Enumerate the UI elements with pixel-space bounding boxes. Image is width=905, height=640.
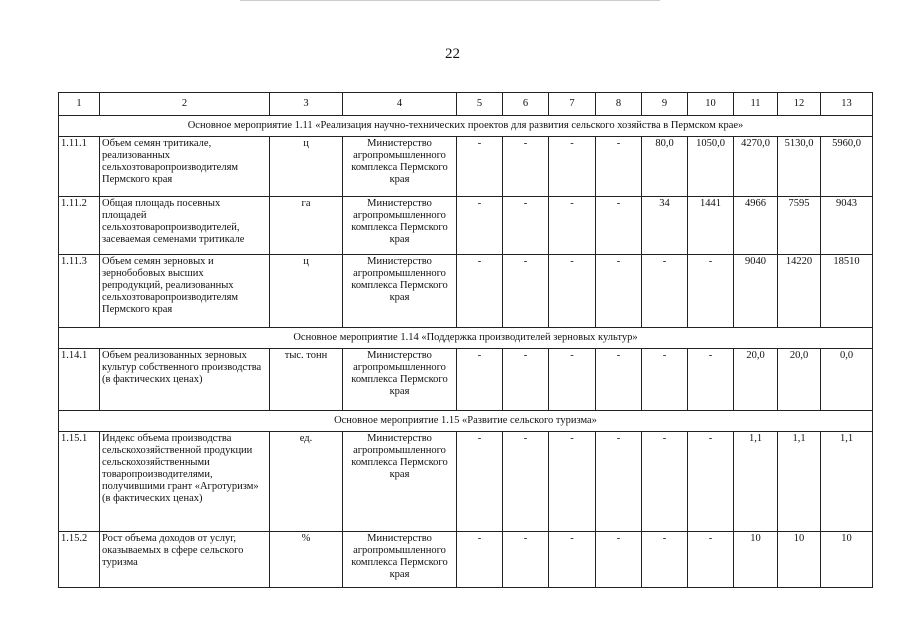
value-cell: 10 [734,532,778,588]
indicator-name-cell: Общая площадь посевных площадей сельхозтоваропроизводителей, засеваемая семенами тритикале [100,197,270,255]
value-cell: - [596,255,642,328]
value-cell: 14220 [778,255,821,328]
value-cell: - [549,255,596,328]
indicator-name-cell: Рост объема доходов от услуг, оказываемых в сфере сельского туризма [100,532,270,588]
value-cell: 1,1 [821,432,873,532]
row-number-cell: 1.15.2 [59,532,100,588]
value-cell: - [503,255,549,328]
header-cell: 1 [59,93,100,116]
value-cell: - [688,432,734,532]
value-cell: - [642,255,688,328]
value-cell: 9040 [734,255,778,328]
value-cell: - [457,255,503,328]
value-cell: - [549,137,596,197]
responsible-cell: Министерство агропромышленного комплекса Пермского края [343,432,457,532]
value-cell: - [688,349,734,411]
value-cell: 1,1 [734,432,778,532]
header-row [59,93,873,116]
table-row [59,255,873,328]
table-row [59,432,873,532]
header-cell: 4 [343,93,457,116]
responsible-cell: Министерство агропромышленного комплекса Пермского края [343,255,457,328]
value-cell: - [549,432,596,532]
section-title: Основное мероприятие 1.11 «Реализация научно-технических проектов для развития сельского хозяйства в Пермском крае» [59,116,873,137]
unit-cell: га [270,197,343,255]
header-cell: 8 [596,93,642,116]
row-number-cell: 1.11.1 [59,137,100,197]
value-cell: - [688,532,734,588]
header-cell: 9 [642,93,688,116]
header-cell: 10 [688,93,734,116]
table-row [59,349,873,411]
value-cell: - [457,349,503,411]
value-cell: - [596,432,642,532]
indicator-name-cell: Объем семян зерновых и зернобобовых высших репродукций, реализованных сельхозтоваропроизводителям Пермского края [100,255,270,328]
header-cell: 13 [821,93,873,116]
indicator-name-cell: Индекс объема производства сельскохозяйственной продукции сельскохозяйственными товаропроизводителями, получившими грант «Агротуризм» (в фактических ценах) [100,432,270,532]
row-number-cell: 1.11.2 [59,197,100,255]
value-cell: - [457,197,503,255]
value-cell: - [549,349,596,411]
row-number-cell: 1.15.1 [59,432,100,532]
value-cell: - [596,349,642,411]
header-cell: 11 [734,93,778,116]
page-number: 22 [445,46,460,62]
value-cell: 5130,0 [778,137,821,197]
value-cell: 0,0 [821,349,873,411]
section-title: Основное мероприятие 1.15 «Развитие сельского туризма» [59,411,873,432]
unit-cell: ед. [270,432,343,532]
scan-artifact-line [240,0,660,1]
responsible-cell: Министерство агропромышленного комплекса Пермского края [343,197,457,255]
section-row [59,328,873,349]
value-cell: - [688,255,734,328]
value-cell: 1050,0 [688,137,734,197]
value-cell: - [549,197,596,255]
value-cell: 18510 [821,255,873,328]
value-cell: - [503,349,549,411]
unit-cell: ц [270,137,343,197]
value-cell: - [457,432,503,532]
row-number-cell: 1.14.1 [59,349,100,411]
table-row [59,532,873,588]
responsible-cell: Министерство агропромышленного комплекса Пермского края [343,137,457,197]
value-cell: - [457,532,503,588]
indicator-name-cell: Объем реализованных зерновых культур собственного производства (в фактических ценах) [100,349,270,411]
value-cell: - [642,432,688,532]
value-cell: 1441 [688,197,734,255]
value-cell: 9043 [821,197,873,255]
section-row [59,116,873,137]
value-cell: - [503,432,549,532]
value-cell: 1,1 [778,432,821,532]
value-cell: - [503,532,549,588]
value-cell: - [596,197,642,255]
value-cell: - [642,349,688,411]
unit-cell: % [270,532,343,588]
unit-cell: тыс. тонн [270,349,343,411]
row-number-cell: 1.11.3 [59,255,100,328]
value-cell: 20,0 [778,349,821,411]
value-cell: - [596,532,642,588]
value-cell: 10 [778,532,821,588]
responsible-cell: Министерство агропромышленного комплекса Пермского края [343,532,457,588]
unit-cell: ц [270,255,343,328]
section-row [59,411,873,432]
value-cell: 20,0 [734,349,778,411]
value-cell: 5960,0 [821,137,873,197]
header-cell: 6 [503,93,549,116]
responsible-cell: Министерство агропромышленного комплекса Пермского края [343,349,457,411]
header-cell: 2 [100,93,270,116]
value-cell: - [596,137,642,197]
indicator-name-cell: Объем семян тритикале, реализованных сельхозтоваропроизводителям Пермского края [100,137,270,197]
value-cell: 34 [642,197,688,255]
header-cell: 12 [778,93,821,116]
value-cell: 7595 [778,197,821,255]
value-cell: - [503,197,549,255]
value-cell: - [503,137,549,197]
value-cell: - [642,532,688,588]
value-cell: - [549,532,596,588]
indicators-table [58,92,873,588]
value-cell: 80,0 [642,137,688,197]
header-cell: 3 [270,93,343,116]
header-cell: 5 [457,93,503,116]
table-row [59,197,873,255]
section-title: Основное мероприятие 1.14 «Поддержка производителей зерновых культур» [59,328,873,349]
value-cell: 10 [821,532,873,588]
value-cell: 4966 [734,197,778,255]
value-cell: - [457,137,503,197]
table-row [59,137,873,197]
header-cell: 7 [549,93,596,116]
value-cell: 4270,0 [734,137,778,197]
